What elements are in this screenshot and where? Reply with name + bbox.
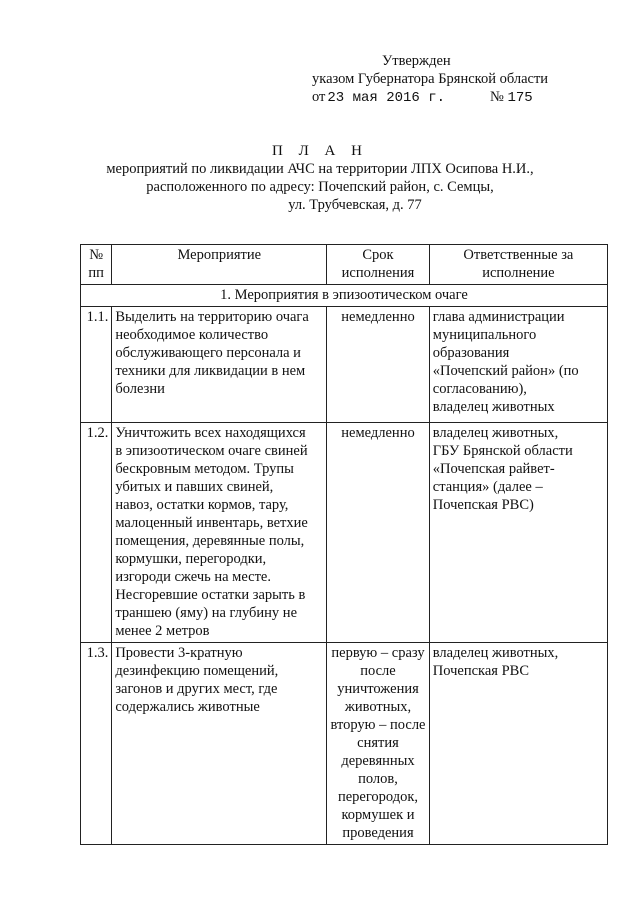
approval-line-approved: Утвержден [382,53,451,69]
row-responsible: владелец животных, ГБУ Брянской области «Почепская райвет- станция» (далее – Почепская РВС) [429,423,607,643]
column-header-term: Срок исполнения [327,245,430,285]
row-term: первую – сразу после уничтожения животных, вторую – после снятия деревянных полов, перегородок, кормушек и проведения [327,643,430,845]
approval-from-label: от [312,89,326,105]
table-row [81,307,608,423]
document-subtitle-line-2: расположенного по адресу: Почепский район, с. Семцы, [146,179,494,195]
table-row [81,643,608,845]
row-term: немедленно [327,307,430,423]
table-row [81,423,608,643]
row-action: Провести 3-кратную дезинфекцию помещений, загонов и других мест, где содержались животные [112,643,327,845]
document-heading [0,142,640,214]
row-number: 1.1. [81,307,112,423]
row-number: 1.3. [81,643,112,845]
approval-date: 23 мая 2016 г. [327,90,446,106]
row-action: Выделить на территорию очага необходимое количество обслуживающего персонала и техники для ликвидации в нем болезни [112,307,327,423]
table-header-row [81,245,608,285]
row-responsible: глава администрации муниципального образования «Почепский район» (по согласованию), владелец животных [429,307,607,423]
row-term: немедленно [327,423,430,643]
row-responsible: владелец животных, Почепская РВС [429,643,607,845]
approval-number-label: № [490,89,504,105]
row-number: 1.2. [81,423,112,643]
document-subtitle-line-3: ул. Трубчевская, д. 77 [288,197,422,213]
column-header-responsible: Ответственные за исполнение [429,245,607,285]
document-title: П Л А Н [272,143,368,159]
column-header-number: № пп [81,245,112,285]
column-header-action: Мероприятие [112,245,327,285]
approval-line-date [312,88,533,107]
document-subtitle-line-1: мероприятий по ликвидации АЧС на территории ЛПХ Осипова Н.И., [106,161,534,177]
approval-number: 175 [507,90,533,106]
row-action: Уничтожить всех находящихся в эпизоотическом очаге свиней бескровным методом. Трупы убитых и павших свиней, навоз, остатки кормов, тару, малоценный инвентарь, ветхие помещения, деревянные полы, кормушки, перегородки, изгороди сжечь на месте. Несгоревшие остатки зарыть в траншею (яму) на глубину не менее 2 метров [112,423,327,643]
plan-table [80,244,608,845]
table-section-row [81,285,608,307]
approval-number-group [490,88,533,107]
section-title: 1. Мероприятия в эпизоотическом очаге [81,285,608,307]
approval-line-decree: указом Губернатора Брянской области [312,71,549,87]
